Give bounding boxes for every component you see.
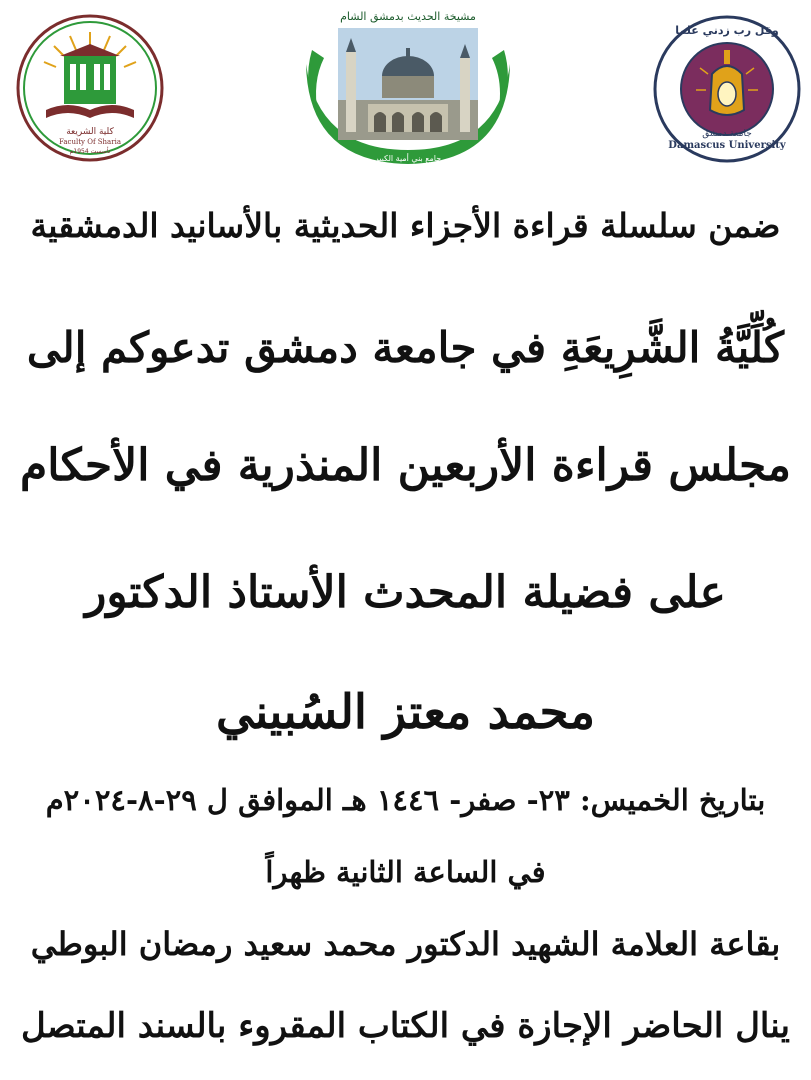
time-line: في الساعة الثانية ظهراً xyxy=(265,855,546,889)
faculty-name-en: Faculty Of Sharia xyxy=(58,138,122,146)
hall-line: بقاعة العلامة الشهيد الدكتور محمد سعيد رمضان البوطي xyxy=(30,925,781,963)
presenter-intro-line: على فضيلة المحدث الأستاذ الدكتور xyxy=(85,567,726,618)
scholar-name: محمد معتز السُبيني xyxy=(215,685,596,740)
faculty-name-ar: كلية الشريعة xyxy=(66,127,114,137)
faculty-founded: تأسست 1954م xyxy=(69,148,111,155)
university-name-en: Damascus University xyxy=(668,140,786,151)
session-title-line: مجلس قراءة الأربعين المنذرية في الأحكام xyxy=(19,440,791,491)
university-name-ar: جامعة دمشق xyxy=(702,129,752,139)
series-line: ضمن سلسلة قراءة الأجزاء الحديثية بالأسانيد الدمشقية xyxy=(30,206,781,245)
university-motto-ar: وقل رب زدني علما xyxy=(675,24,779,37)
ijaza-line: ينال الحاضر الإجازة في الكتاب المقروء بالسند المتصل xyxy=(20,1006,791,1046)
mosque-bottom-text: جامع بني أمية الكبير xyxy=(374,154,442,163)
date-line: بتاريخ الخميس: ٢٣- صفر- ١٤٤٦ هـ الموافق ل ٢٩-٨-٢٠٢٤م xyxy=(45,783,766,817)
invitation-line: كُلِّيَّةُ الشَّرِيعَةِ في جامعة دمشق تدعوكم إلى xyxy=(26,323,785,372)
mosque-top-text: مشيخة الحديث بدمشق الشام xyxy=(340,10,476,23)
